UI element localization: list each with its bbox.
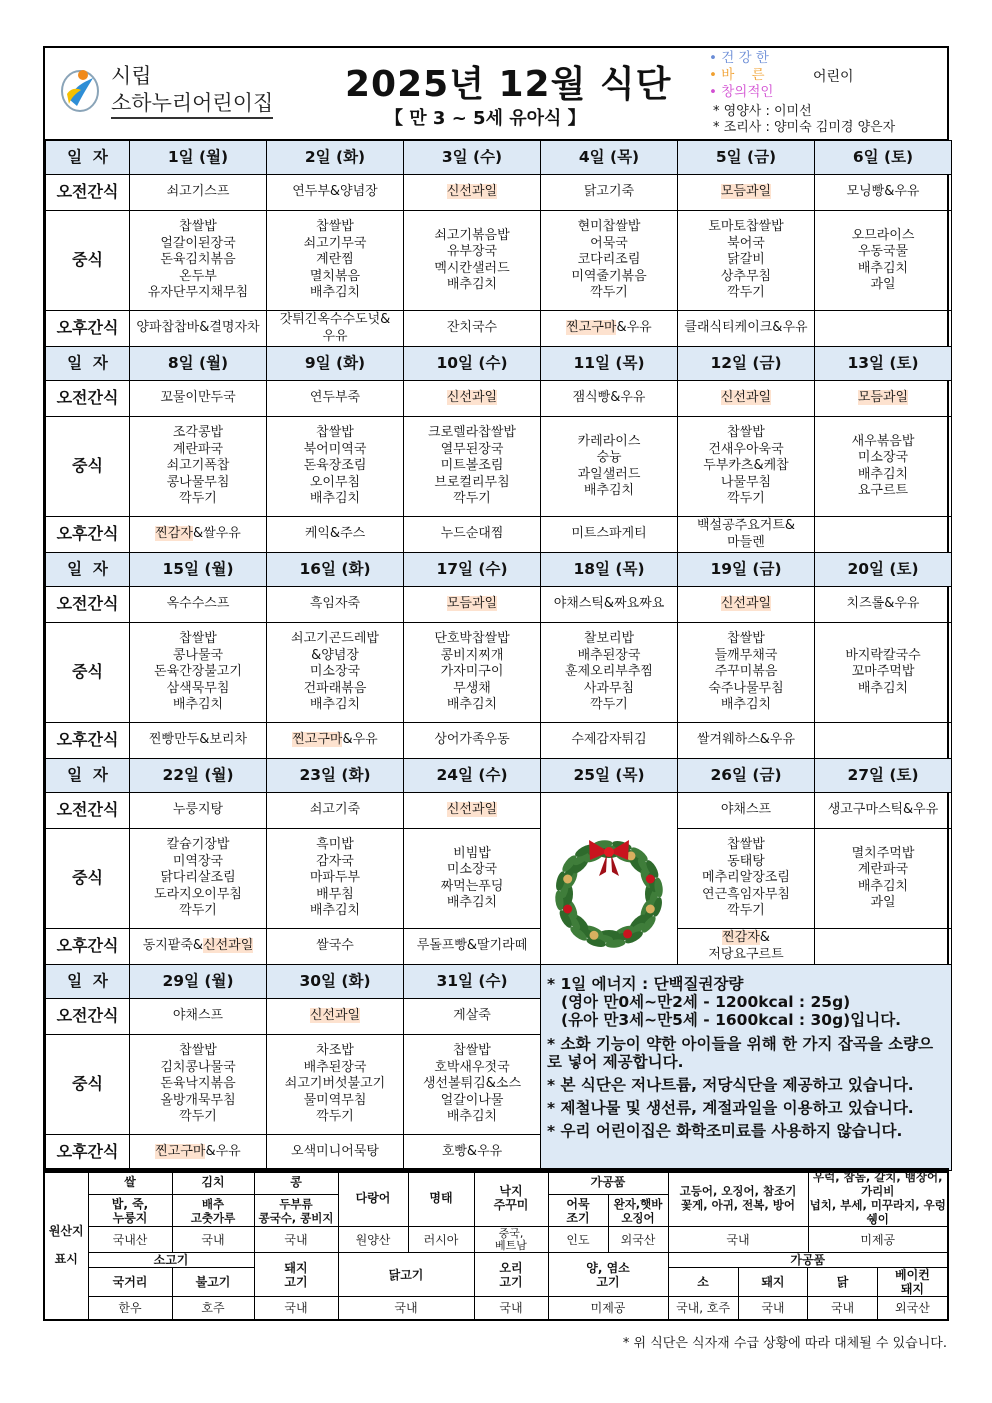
highlighted-word: 모듬과일 (446, 596, 498, 612)
highlighted-word: 신선과일 (446, 184, 498, 200)
origin-value: 원양산 (338, 1227, 408, 1253)
day-header: 29일 (월) (130, 965, 267, 999)
day-header: 18일 (목) (541, 553, 678, 587)
day-header: 25일 (목) (541, 759, 678, 793)
motto-tail: 어린이 (813, 69, 854, 85)
am-menu-cell: 옥수수스프 (130, 587, 267, 623)
pm-row (46, 723, 952, 759)
pm-menu-cell: 루돌프빵&딸기라떼 (404, 929, 541, 965)
lunch-row (46, 623, 952, 723)
origin-sub-rice: 밥, 죽, 누룽지 (88, 1195, 172, 1227)
origin-bean: 콩 (254, 1169, 338, 1195)
origin-fish-group1: 고등어, 오징어, 참조기 꽃게, 아귀, 전복, 방어 (668, 1169, 808, 1227)
pm-menu-cell: 쌀국수 (267, 929, 404, 965)
day-header: 1일 (월) (130, 141, 267, 175)
date-label: 일 자 (46, 965, 130, 999)
note-line: * 본 식단은 저나트륨, 저당식단을 제공하고 있습니다. (547, 1076, 914, 1094)
am-menu-cell: 치즈롤&우유 (815, 587, 952, 623)
date-row (46, 759, 952, 793)
origin-values-row-2 (44, 1297, 948, 1321)
origin-val-lamb: 미제공 (548, 1297, 668, 1321)
day-header: 2일 (화) (267, 141, 404, 175)
day-header: 23일 (화) (267, 759, 404, 793)
am-menu-cell: 야채스프 (130, 999, 267, 1035)
note-line: * 1일 에너지 : 단백질권장량 (547, 975, 744, 993)
lunch-row (46, 417, 952, 517)
lunch-label: 중식 (46, 623, 130, 723)
am-menu-cell (404, 587, 541, 623)
pm-menu-cell: 동지팥죽&신선과일 (130, 929, 267, 965)
day-header: 24일 (수) (404, 759, 541, 793)
am-menu-cell: 꼬물이만두국 (130, 381, 267, 417)
motto-line-3: • 창의적인 (709, 84, 774, 100)
lunch-menu-cell: 쇠고기곤드레밥 &양념장 미소장국 건파래볶음 배추김치 (267, 623, 404, 723)
day-header: 8일 (월) (130, 347, 267, 381)
origin-value: 국내산 (88, 1227, 172, 1253)
day-header: 16일 (화) (267, 553, 404, 587)
lunch-menu-cell: 찹쌀밥 쇠고기무국 계란찜 멸치볶음 배추김치 (267, 211, 404, 311)
pm-menu-cell: 찐감자& 저당요구르트 (678, 929, 815, 965)
am-label: 오전간식 (46, 381, 130, 417)
day-header: 27일 (토) (815, 759, 952, 793)
day-header: 20일 (토) (815, 553, 952, 587)
am-menu-cell: 쇠고기죽 (267, 793, 404, 829)
daycare-logo-icon (59, 64, 101, 114)
am-menu-cell: 연두부죽 (267, 381, 404, 417)
date-label: 일 자 (46, 553, 130, 587)
origin-sub-meatball: 완자,햇바 오징어 (608, 1195, 668, 1227)
day-header: 17일 (수) (404, 553, 541, 587)
origin-fish-group2: 우럭, 참돔, 갈치, 뱀장어, 가리비 넙치, 부세, 미꾸라지, 우렁쉥이 (808, 1169, 948, 1227)
christmas-wreath-cell (541, 793, 678, 965)
lunch-menu-cell: 흑미밥 감자국 마파두부 배무침 배추김치 (267, 829, 404, 929)
day-header: 10일 (수) (404, 347, 541, 381)
pm-row (46, 311, 952, 347)
date-row (46, 141, 952, 175)
day-header: 4일 (목) (541, 141, 678, 175)
page-subtitle: 【 만 3 ~ 5세 유아식 】 (385, 108, 586, 129)
am-menu-cell: 잼식빵&우유 (541, 381, 678, 417)
origin-val-proc-beef: 국내, 호주 (669, 1297, 739, 1319)
am-menu-cell (404, 175, 541, 211)
lunch-menu-cell: 카레라이스 숭늉 과일샐러드 배추김치 (541, 417, 678, 517)
highlighted-word: 신선과일 (720, 596, 772, 612)
lunch-row (46, 211, 952, 311)
header (45, 48, 947, 140)
logo-text-line2: 소하누리어린이집 (111, 90, 273, 119)
pm-label: 오후간식 (46, 517, 130, 553)
lunch-menu-cell: 단호박찹쌀밥 콩비지찌개 가자미구이 무생채 배추김치 (404, 623, 541, 723)
highlighted-word: 신선과일 (309, 1008, 361, 1024)
note-line: * 제철나물 및 생선류, 계절과일을 이용하고 있습니다. (547, 1099, 914, 1117)
pm-menu-cell: 갓튀긴옥수수도넛& 우유 (267, 311, 404, 347)
lunch-menu-cell: 토마토찹쌀밥 북어국 닭갈비 상추무침 깍두기 (678, 211, 815, 311)
origin-value: 외국산 (608, 1227, 668, 1253)
lunch-menu-cell: 현미찹쌀밥 어묵국 코다리조림 미역줄기볶음 깍두기 (541, 211, 678, 311)
pm-menu-cell: 찐고구마&우유 (267, 723, 404, 759)
lunch-menu-cell: 찹쌀밥 북어미역국 돈육장조림 오이무침 배추김치 (267, 417, 404, 517)
am-menu-cell: 연두부&양념장 (267, 175, 404, 211)
origin-lamb: 양, 염소 고기 (548, 1253, 668, 1297)
am-menu-cell (815, 381, 952, 417)
day-header: 6일 (토) (815, 141, 952, 175)
date-label: 일 자 (46, 347, 130, 381)
am-menu-cell (267, 999, 404, 1035)
am-label: 오전간식 (46, 175, 130, 211)
pm-menu-cell: 케익&주스 (267, 517, 404, 553)
day-header: 5일 (금) (678, 141, 815, 175)
origin-value: 국내 (172, 1227, 254, 1253)
origin-val-proc-pork: 국내 (738, 1297, 808, 1319)
am-label: 오전간식 (46, 999, 130, 1035)
pm-menu-cell: 찐고구마&우유 (130, 1135, 267, 1171)
pm-menu-cell: 잔치국수 (404, 311, 541, 347)
pm-row (46, 517, 952, 553)
pm-label: 오후간식 (46, 1135, 130, 1171)
lunch-menu-cell: 찹쌀밥 콩나물국 돈육간장불고기 삼색묵무침 배추김치 (130, 623, 267, 723)
highlighted-word: 모듬과일 (857, 390, 909, 406)
am-row (46, 175, 952, 211)
pm-menu-cell: 상어가족우동 (404, 723, 541, 759)
lunch-label: 중식 (46, 211, 130, 311)
note-line: * 소화 기능이 약한 아이들을 위해 한 가지 잡곡을 소량으로 넣어 제공합니다. (547, 1035, 934, 1071)
am-menu-cell: 야채스프 (678, 793, 815, 829)
origin-rice: 쌀 (88, 1169, 172, 1195)
origin-processed: 가공품 (548, 1169, 668, 1195)
highlighted-word: 찐고구마 (155, 1144, 206, 1160)
origin-value: 러시아 (408, 1227, 474, 1253)
menu-table (45, 140, 952, 1171)
date-row (46, 553, 952, 587)
origin-val-soup-beef: 한우 (88, 1297, 172, 1321)
origin-side-label: 원산지 표시 (44, 1169, 88, 1320)
date-label: 일 자 (46, 141, 130, 175)
origin-header-row (44, 1169, 948, 1195)
nutritionist: * 영양사 : 이미선 (713, 104, 812, 119)
am-menu-cell: 닭고기죽 (541, 175, 678, 211)
pm-menu-cell (815, 929, 952, 965)
origin-duck: 오리 고기 (474, 1253, 548, 1297)
lunch-menu-cell: 크로렐라찹쌀밥 열무된장국 미트볼조림 브로컬리무침 깍두기 (404, 417, 541, 517)
motto (709, 50, 773, 101)
day-header: 26일 (금) (678, 759, 815, 793)
lunch-menu-cell: 찰보리밥 배추된장국 훈제오리부추찜 사과무침 깍두기 (541, 623, 678, 723)
note-line: (영아 만0세~만2세 - 1200kcal : 25g) (561, 993, 851, 1011)
highlighted-word: 신선과일 (446, 390, 498, 406)
footnote: * 위 식단은 식자재 수급 상황에 따라 대체될 수 있습니다. (622, 1336, 947, 1351)
origin-val-proc-group (668, 1297, 948, 1321)
origin-val-pork: 국내 (254, 1297, 338, 1321)
origin-sub-kimchi: 배추 고춧가루 (172, 1195, 254, 1227)
pm-menu-cell: 누드순대찜 (404, 517, 541, 553)
origin-header-row-2 (44, 1253, 948, 1268)
origin-processed-2: 가공품 (668, 1253, 948, 1268)
pm-menu-cell: 양파찹찹바&결명자차 (130, 311, 267, 347)
origin-pork: 돼지 고기 (254, 1253, 338, 1297)
pm-row (46, 929, 952, 965)
lunch-menu-cell: 조각콩밥 계란파국 쇠고기폭찹 콩나물무침 깍두기 (130, 417, 267, 517)
pm-label: 오후간식 (46, 723, 130, 759)
pm-menu-cell: 호빵&우유 (404, 1135, 541, 1171)
day-header: 13일 (토) (815, 347, 952, 381)
origin-chicken: 닭고기 (338, 1253, 474, 1297)
staff-info (713, 104, 895, 136)
lunch-menu-cell: 오므라이스 우동국물 배추김치 과일 (815, 211, 952, 311)
date-row (46, 347, 952, 381)
motto-line-1: • 건 강 한 (709, 50, 769, 66)
pm-menu-cell: 오색미니어묵탕 (267, 1135, 404, 1171)
lunch-menu-cell: 새우볶음밥 미소장국 배추김치 요구르트 (815, 417, 952, 517)
pm-menu-cell: 수제감자튀김 (541, 723, 678, 759)
lunch-label: 중식 (46, 417, 130, 517)
pm-label: 오후간식 (46, 929, 130, 965)
origin-value: 국내 (254, 1227, 338, 1253)
am-menu-cell (678, 381, 815, 417)
am-menu-cell: 흑임자죽 (267, 587, 404, 623)
origin-sub-proc-beef: 소 (669, 1268, 739, 1296)
highlighted-word: 찐감자 (155, 526, 193, 542)
am-label: 오전간식 (46, 793, 130, 829)
cooks: * 조리사 : 양미숙 김미경 양은자 (713, 120, 896, 135)
pm-menu-cell (815, 311, 952, 347)
notes-box (541, 965, 952, 1171)
motto-line-2: • 바 른 (709, 67, 765, 83)
pm-menu-cell (815, 517, 952, 553)
lunch-menu-cell: 찹쌀밥 동태탕 메추리알장조림 연근흑임자무침 깍두기 (678, 829, 815, 929)
origin-value: 중국, 베트남 (474, 1227, 548, 1253)
origin-sub-proc-group (668, 1268, 948, 1297)
lunch-row (46, 829, 952, 929)
christmas-wreath-icon (544, 804, 674, 954)
pm-menu-cell: 찐고구마&우유 (541, 311, 678, 347)
origin-sub-proc-pork: 돼지 (738, 1268, 808, 1296)
origin-sub-bean: 두부류 콩국수, 콩비지 (254, 1195, 338, 1227)
am-label: 오전간식 (46, 587, 130, 623)
lunch-menu-cell: 쇠고기볶음밥 유부장국 멕시칸샐러드 배추김치 (404, 211, 541, 311)
origin-values-row (44, 1227, 948, 1253)
lunch-menu-cell: 찹쌀밥 들깨무채국 주꾸미볶음 숙주나물무침 배추김치 (678, 623, 815, 723)
origin-sub-bulgogi: 불고기 (172, 1268, 254, 1297)
am-menu-cell: 모닝빵&우유 (815, 175, 952, 211)
origin-value: 미제공 (808, 1227, 948, 1253)
am-row (46, 793, 952, 829)
highlighted-word: 모듬과일 (720, 184, 772, 200)
day-header: 9일 (화) (267, 347, 404, 381)
am-menu-cell (678, 175, 815, 211)
lunch-label: 중식 (46, 829, 130, 929)
lunch-label: 중식 (46, 1035, 130, 1135)
lunch-menu-cell: 찹쌀밥 호박새우젓국 생선볼튀김&소스 얼갈이나물 배추김치 (404, 1035, 541, 1135)
day-header: 31일 (수) (404, 965, 541, 999)
pm-menu-cell: 찐감자&쌀우유 (130, 517, 267, 553)
origin-octopus: 낙지 주꾸미 (474, 1169, 548, 1227)
highlighted-word: 신선과일 (203, 938, 254, 954)
origin-val-duck: 국내 (474, 1297, 548, 1321)
note-line: (유아 만3세~만5세 - 1600kcal : 30g)입니다. (561, 1011, 902, 1029)
lunch-menu-cell: 차조밥 배추된장국 쇠고기버섯불고기 물미역무침 깍두기 (267, 1035, 404, 1135)
lunch-menu-cell: 찹쌀밥 얼갈이된장국 돈육김치볶음 온두부 유자단무지채무침 (130, 211, 267, 311)
origin-val-proc-chicken: 국내 (808, 1297, 878, 1319)
highlighted-word: 신선과일 (720, 390, 772, 406)
origin-val-chicken: 국내 (338, 1297, 474, 1321)
day-header: 22일 (월) (130, 759, 267, 793)
pm-menu-cell: 백설공주요거트& 마들렌 (678, 517, 815, 553)
am-menu-cell (678, 587, 815, 623)
lunch-menu-cell: 바지락칼국수 꼬마주먹밥 배추김치 (815, 623, 952, 723)
origin-val-bulgogi: 호주 (172, 1297, 254, 1321)
origin-sub-soup-beef: 국거리 (88, 1268, 172, 1297)
date-row (46, 965, 952, 999)
pm-menu-cell: 쌀겨웨하스&우유 (678, 723, 815, 759)
day-header: 19일 (금) (678, 553, 815, 587)
origin-sub-fishcake: 어묵 조기 (548, 1195, 608, 1227)
date-label: 일 자 (46, 759, 130, 793)
highlighted-word: 찐고구마 (566, 320, 617, 336)
day-header: 15일 (월) (130, 553, 267, 587)
origin-table (43, 1168, 949, 1321)
day-header: 12일 (금) (678, 347, 815, 381)
am-menu-cell: 누룽지탕 (130, 793, 267, 829)
lunch-menu-cell: 찹쌀밥 김치콩나물국 돈육낙지볶음 올방개묵무침 깍두기 (130, 1035, 267, 1135)
highlighted-word: 찐고구마 (292, 732, 343, 748)
am-row (46, 587, 952, 623)
page-title: 2025년 12월 식단 (345, 64, 672, 105)
am-menu-cell: 쇠고기스프 (130, 175, 267, 211)
day-header: 3일 (수) (404, 141, 541, 175)
origin-proc-values-subtable (669, 1297, 948, 1319)
am-menu-cell: 게살죽 (404, 999, 541, 1035)
day-header: 30일 (화) (267, 965, 404, 999)
pm-menu-cell: 클래식티케이크&우유 (678, 311, 815, 347)
origin-proc-subtable (669, 1268, 948, 1296)
logo-text-line1: 시립 (111, 64, 152, 88)
pm-label: 오후간식 (46, 311, 130, 347)
pm-menu-cell: 찐빵만두&보리차 (130, 723, 267, 759)
am-row (46, 381, 952, 417)
menu-sheet (43, 46, 949, 1173)
lunch-menu-cell: 비빔밥 미소장국 짜먹는푸딩 배추김치 (404, 829, 541, 929)
am-menu-cell (404, 793, 541, 829)
origin-kimchi: 김치 (172, 1169, 254, 1195)
pm-menu-cell (815, 723, 952, 759)
day-header: 11일 (목) (541, 347, 678, 381)
am-menu-cell: 야채스틱&짜요짜요 (541, 587, 678, 623)
lunch-menu-cell: 멸치주먹밥 계란파국 배추김치 과일 (815, 829, 952, 929)
origin-value: 인도 (548, 1227, 608, 1253)
note-line: * 우리 어린이집은 화학조미료를 사용하지 않습니다. (547, 1122, 903, 1140)
am-menu-cell: 생고구마스틱&우유 (815, 793, 952, 829)
highlighted-word: 신선과일 (446, 802, 498, 818)
lunch-menu-cell: 칼슘기장밥 미역장국 닭다리살조림 도라지오이무침 깍두기 (130, 829, 267, 929)
am-menu-cell (404, 381, 541, 417)
highlighted-word: 찐감자 (722, 930, 760, 945)
origin-tuna: 다랑어 (338, 1169, 408, 1227)
origin-beef: 소고기 (88, 1253, 254, 1268)
lunch-menu-cell: 찹쌀밥 건새우아욱국 두부카츠&케찹 나물무침 깍두기 (678, 417, 815, 517)
origin-value: 국내 (668, 1227, 808, 1253)
origin-sub-proc-chicken: 닭 (808, 1268, 878, 1296)
origin-pollack: 명태 (408, 1169, 474, 1227)
origin-sub-proc-bacon: 베이컨 돼지 (895, 1268, 930, 1296)
origin-val-proc-bacon: 외국산 (895, 1301, 930, 1315)
pm-menu-cell: 미트스파게티 (541, 517, 678, 553)
